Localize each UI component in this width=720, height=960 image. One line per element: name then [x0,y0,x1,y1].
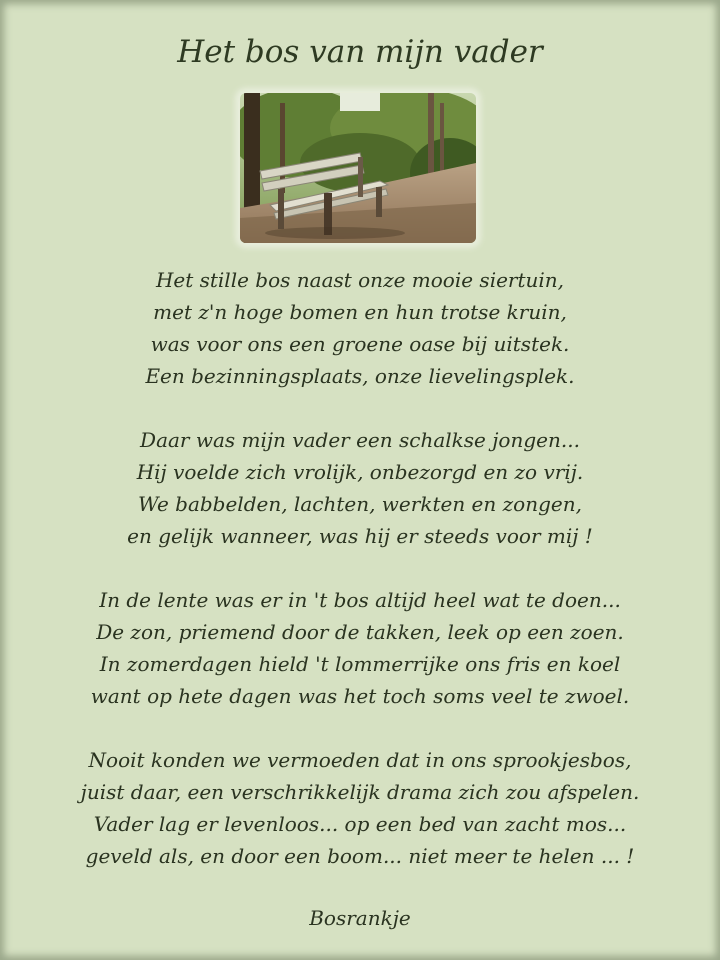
poem-line: Nooit konden we vermoeden dat in ons sprookjesbos, [88,748,632,772]
poem-line: Het stille bos naast onze mooie siertuin, [155,268,565,292]
poem-line: Hij voelde zich vrolijk, onbezorgd en zo vrij. [136,460,584,484]
poem-line: Vader lag er levenloos... op een bed van zacht mos... [93,812,627,836]
bench-photo [240,93,476,243]
poem-line: We babbelden, lachten, werkten en zongen, [138,492,582,516]
poem-body [0,264,720,904]
poem-line: In de lente was er in 't bos altijd heel wat te doen... [99,588,621,612]
poem-line: Daar was mijn vader een schalkse jongen... [140,428,580,452]
stanza-2 [0,424,720,552]
poem-line: Een bezinningsplaats, onze lievelingsplek. [145,364,575,388]
poem-line: De zon, priemend door de takken, leek op een zoen. [96,620,624,644]
poem-author: Bosrankje [309,906,411,930]
bench-photo-illustration [240,93,476,243]
poem-line: want op hete dagen was het toch soms veel te zwoel. [90,684,630,708]
poem-line: was voor ons een groene oase bij uitstek. [150,332,570,356]
stanza-3 [0,584,720,712]
poem-line: geveld als, en door een boom... niet meer te helen ... ! [85,844,635,868]
poem-line: In zomerdagen hield 't lommerrijke ons fris en koel [99,652,621,676]
poem-line: juist daar, een verschrikkelijk drama zich zou afspelen. [80,780,640,804]
stanza-4 [0,744,720,872]
poem-title: Het bos van mijn vader [177,34,543,70]
stanza-1 [0,264,720,392]
poem-line: met z'n hoge bomen en hun trotse kruin, [153,300,567,324]
poem-line: en gelijk wanneer, was hij er steeds voor mij ! [127,524,593,548]
